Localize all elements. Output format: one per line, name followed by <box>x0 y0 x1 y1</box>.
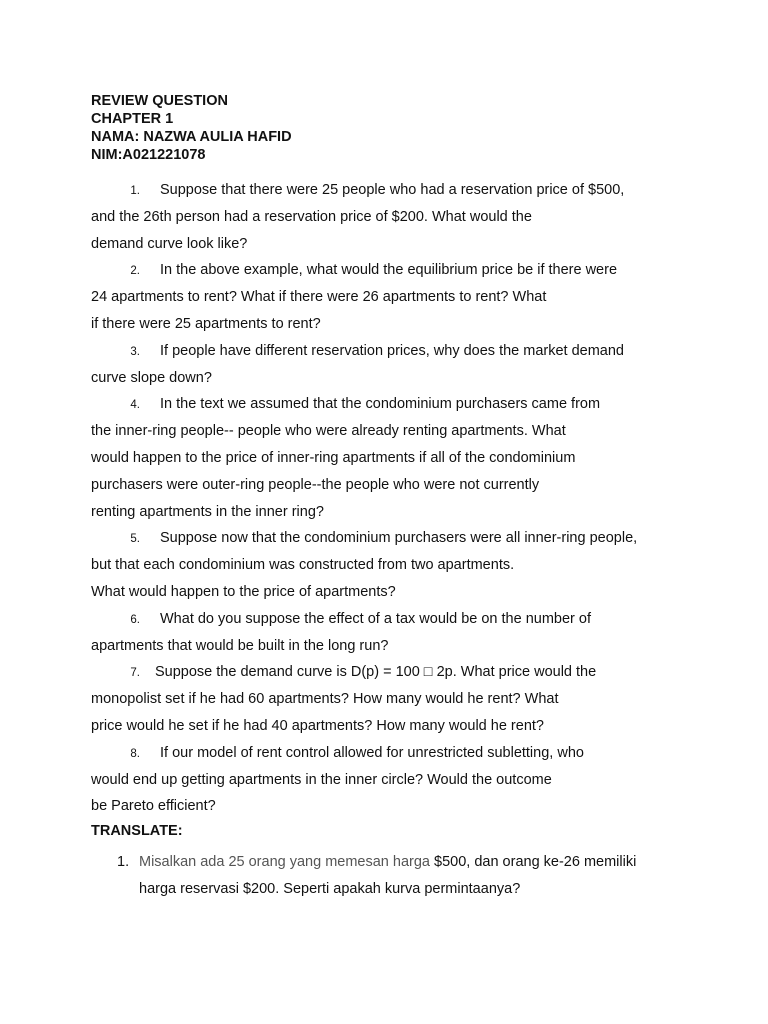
question-5-number: 5. <box>130 533 140 546</box>
question-2-line-2: 24 apartments to rent? What if there were 26 apartments to rent? What <box>91 289 547 306</box>
question-1-number: 1. <box>130 185 140 197</box>
question-4-line-1 <box>91 391 711 418</box>
question-4-text: In the text we assumed that the condominium purchasers came from <box>160 396 601 413</box>
header-title: REVIEW QUESTION <box>91 93 228 109</box>
question-2-number: 2. <box>130 265 140 278</box>
question-1-text: Suppose that there were 25 people who had a reservation price of $500, <box>160 182 625 198</box>
question-7-line-1 <box>91 659 711 686</box>
question-7-text: Suppose the demand curve is D(p) = 100 □ 2p. What price would the <box>155 664 597 681</box>
question-4-line-2: the inner-ring people-- people who were already renting apartments. What <box>91 423 566 440</box>
question-1-line-1 <box>91 177 711 204</box>
question-2-line-1 <box>91 257 711 284</box>
question-8-line-2: would end up getting apartments in the inner circle? Would the outcome <box>91 771 552 788</box>
question-7-number: 7. <box>130 667 140 680</box>
header-chapter: CHAPTER 1 <box>91 111 174 127</box>
question-4-number: 4. <box>130 399 140 412</box>
header-name: NAMA: NAZWA AULIA HAFID <box>91 129 292 145</box>
question-4-line-5: renting apartments in the inner ring? <box>91 503 324 520</box>
question-1-line-2: and the 26th person had a reservation price of $200. What would the <box>91 208 532 225</box>
question-list <box>91 177 711 820</box>
question-8-text: If our model of rent control allowed for unrestricted subletting, who <box>160 744 584 761</box>
translate-heading: TRANSLATE: <box>91 823 183 839</box>
header-student-id: NIM:A021221078 <box>91 147 206 163</box>
question-6-text: What do you suppose the effect of a tax would be on the number of <box>160 610 591 627</box>
question-4-line-4: purchasers were outer-ring people--the people who were not currently <box>91 476 540 493</box>
question-6-line-2: apartments that would be built in the long run? <box>91 637 389 654</box>
question-7-line-3: price would he set if he had 40 apartments? How many would he rent? <box>91 717 544 734</box>
translation-item-1-line-1 <box>117 849 636 876</box>
question-8-line-3: be Pareto efficient? <box>91 798 216 815</box>
translation-item-1-number: 1. <box>117 854 130 870</box>
question-5-line-1 <box>91 525 711 552</box>
question-6-line-1 <box>91 606 711 633</box>
question-3-line-2: curve slope down? <box>91 369 212 386</box>
question-8-line-1 <box>91 740 711 767</box>
question-3-number: 3. <box>130 345 140 358</box>
translation-text-rest: $500, dan orang ke-26 memiliki <box>429 854 637 870</box>
translation-text-grey: Misalkan ada 25 orang yang memesan harga <box>139 854 430 870</box>
question-3-line-1 <box>91 338 711 365</box>
question-7-line-2: monopolist set if he had 60 apartments? How many would he rent? What <box>91 691 559 708</box>
question-5-text: Suppose now that the condominium purchasers were all inner-ring people, <box>160 530 638 547</box>
document-header <box>91 92 292 164</box>
question-3-text: If people have different reservation prices, why does the market demand <box>160 342 624 359</box>
translation-item-1-line-2 <box>117 876 636 903</box>
question-8-number: 8. <box>130 747 140 760</box>
question-5-line-3: What would happen to the price of apartments? <box>91 583 396 600</box>
question-6-number: 6. <box>130 613 140 626</box>
question-4-line-3: would happen to the price of inner-ring apartments if all of the condominium <box>91 449 576 466</box>
question-2-line-3: if there were 25 apartments to rent? <box>91 315 321 332</box>
translation-list <box>117 849 636 903</box>
translation-text-line-2: harga reservasi $200. Seperti apakah kurva permintaanya? <box>139 881 521 897</box>
question-5-line-2: but that each condominium was constructed from two apartments. <box>91 557 515 574</box>
question-1-line-3: demand curve look like? <box>91 235 248 252</box>
question-2-text: In the above example, what would the equilibrium price be if there were <box>160 262 618 279</box>
